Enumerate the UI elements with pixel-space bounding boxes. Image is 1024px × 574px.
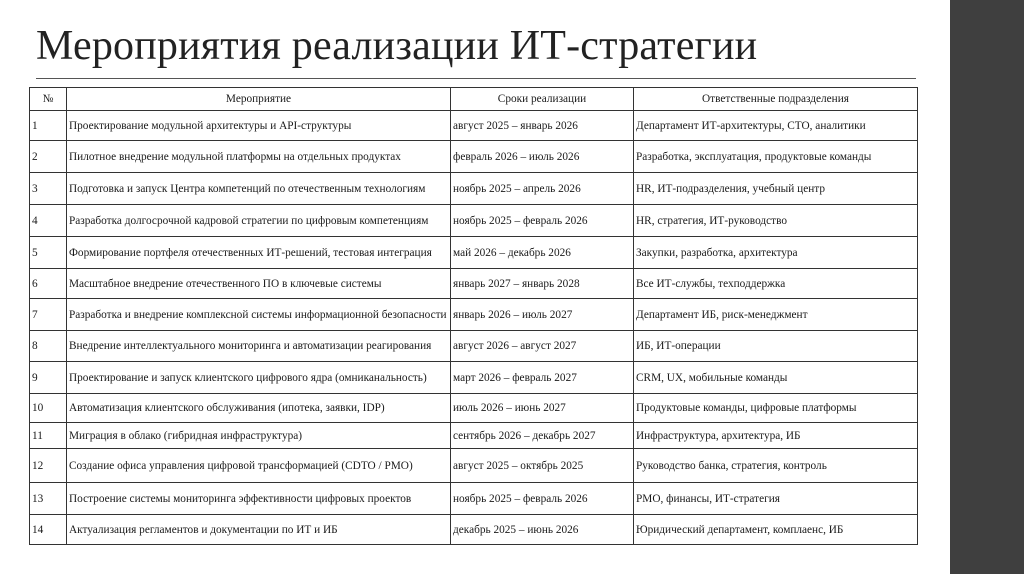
row-period: ноябрь 2025 – февраль 2026 bbox=[451, 205, 634, 237]
row-number: 4 bbox=[30, 205, 67, 237]
table-row bbox=[30, 362, 918, 394]
row-period: март 2026 – февраль 2027 bbox=[451, 362, 634, 394]
row-number: 6 bbox=[30, 269, 67, 299]
header-number: № bbox=[30, 88, 67, 111]
row-owners: Разработка, эксплуатация, продуктовые команды bbox=[634, 141, 918, 173]
row-period: июль 2026 – июнь 2027 bbox=[451, 394, 634, 423]
row-number: 9 bbox=[30, 362, 67, 394]
row-owners: PMO, финансы, ИТ-стратегия bbox=[634, 483, 918, 515]
row-number: 8 bbox=[30, 331, 67, 362]
title-underline bbox=[36, 78, 916, 79]
row-number: 7 bbox=[30, 299, 67, 331]
table-row bbox=[30, 394, 918, 423]
row-owners: CRM, UX, мобильные команды bbox=[634, 362, 918, 394]
row-owners: HR, ИТ-подразделения, учебный центр bbox=[634, 173, 918, 205]
row-activity: Масштабное внедрение отечественного ПО в ключевые системы bbox=[67, 269, 451, 299]
table-header-row bbox=[30, 88, 918, 111]
table-row bbox=[30, 205, 918, 237]
table-row bbox=[30, 299, 918, 331]
table-row bbox=[30, 269, 918, 299]
table-row bbox=[30, 111, 918, 141]
activities-table bbox=[29, 87, 918, 545]
row-number: 1 bbox=[30, 111, 67, 141]
row-owners: ИБ, ИТ-операции bbox=[634, 331, 918, 362]
row-period: январь 2026 – июль 2027 bbox=[451, 299, 634, 331]
row-number: 12 bbox=[30, 449, 67, 483]
row-activity: Формирование портфеля отечественных ИТ-решений, тестовая интеграция bbox=[67, 237, 451, 269]
row-activity: Проектирование модульной архитектуры и API-структуры bbox=[67, 111, 451, 141]
row-owners: Юридический департамент, комплаенс, ИБ bbox=[634, 515, 918, 545]
right-side-band bbox=[950, 0, 1024, 574]
row-activity: Проектирование и запуск клиентского цифрового ядра (омниканальность) bbox=[67, 362, 451, 394]
row-number: 10 bbox=[30, 394, 67, 423]
row-period: декабрь 2025 – июнь 2026 bbox=[451, 515, 634, 545]
row-period: август 2025 – январь 2026 bbox=[451, 111, 634, 141]
row-period: январь 2027 – январь 2028 bbox=[451, 269, 634, 299]
table-row bbox=[30, 483, 918, 515]
row-activity: Разработка долгосрочной кадровой стратегии по цифровым компетенциям bbox=[67, 205, 451, 237]
row-period: август 2026 – август 2027 bbox=[451, 331, 634, 362]
table-row bbox=[30, 237, 918, 269]
row-activity: Пилотное внедрение модульной платформы на отдельных продуктах bbox=[67, 141, 451, 173]
row-period: август 2025 – октябрь 2025 bbox=[451, 449, 634, 483]
row-activity: Внедрение интеллектуального мониторинга и автоматизации реагирования bbox=[67, 331, 451, 362]
row-owners: Закупки, разработка, архитектура bbox=[634, 237, 918, 269]
table-row bbox=[30, 173, 918, 205]
table-row bbox=[30, 449, 918, 483]
header-activity: Мероприятие bbox=[67, 88, 451, 111]
row-activity: Разработка и внедрение комплексной системы информационной безопасности bbox=[67, 299, 451, 331]
row-owners: Продуктовые команды, цифровые платформы bbox=[634, 394, 918, 423]
header-period: Сроки реализации bbox=[451, 88, 634, 111]
header-owners: Ответственные подразделения bbox=[634, 88, 918, 111]
row-owners: HR, стратегия, ИТ-руководство bbox=[634, 205, 918, 237]
row-number: 3 bbox=[30, 173, 67, 205]
row-owners: Инфраструктура, архитектура, ИБ bbox=[634, 423, 918, 449]
table-row bbox=[30, 423, 918, 449]
row-period: ноябрь 2025 – апрель 2026 bbox=[451, 173, 634, 205]
row-activity: Создание офиса управления цифровой трансформацией (CDTO / PMO) bbox=[67, 449, 451, 483]
row-activity: Миграция в облако (гибридная инфраструктура) bbox=[67, 423, 451, 449]
row-activity: Актуализация регламентов и документации по ИТ и ИБ bbox=[67, 515, 451, 545]
row-number: 14 bbox=[30, 515, 67, 545]
row-owners: Департамент ИТ-архитектуры, CTO, аналитики bbox=[634, 111, 918, 141]
row-owners: Департамент ИБ, риск-менеджмент bbox=[634, 299, 918, 331]
row-number: 5 bbox=[30, 237, 67, 269]
row-period: май 2026 – декабрь 2026 bbox=[451, 237, 634, 269]
row-number: 2 bbox=[30, 141, 67, 173]
row-activity: Автоматизация клиентского обслуживания (ипотека, заявки, IDP) bbox=[67, 394, 451, 423]
row-owners: Все ИТ-службы, техподдержка bbox=[634, 269, 918, 299]
row-period: сентябрь 2026 – декабрь 2027 bbox=[451, 423, 634, 449]
row-number: 11 bbox=[30, 423, 67, 449]
table-row bbox=[30, 331, 918, 362]
row-period: ноябрь 2025 – февраль 2026 bbox=[451, 483, 634, 515]
row-period: февраль 2026 – июль 2026 bbox=[451, 141, 634, 173]
slide-title: Мероприятия реализации ИТ-стратегии bbox=[36, 23, 758, 69]
row-owners: Руководство банка, стратегия, контроль bbox=[634, 449, 918, 483]
row-activity: Построение системы мониторинга эффективности цифровых проектов bbox=[67, 483, 451, 515]
table-row bbox=[30, 141, 918, 173]
table-row bbox=[30, 515, 918, 545]
row-activity: Подготовка и запуск Центра компетенций по отечественным технологиям bbox=[67, 173, 451, 205]
row-number: 13 bbox=[30, 483, 67, 515]
